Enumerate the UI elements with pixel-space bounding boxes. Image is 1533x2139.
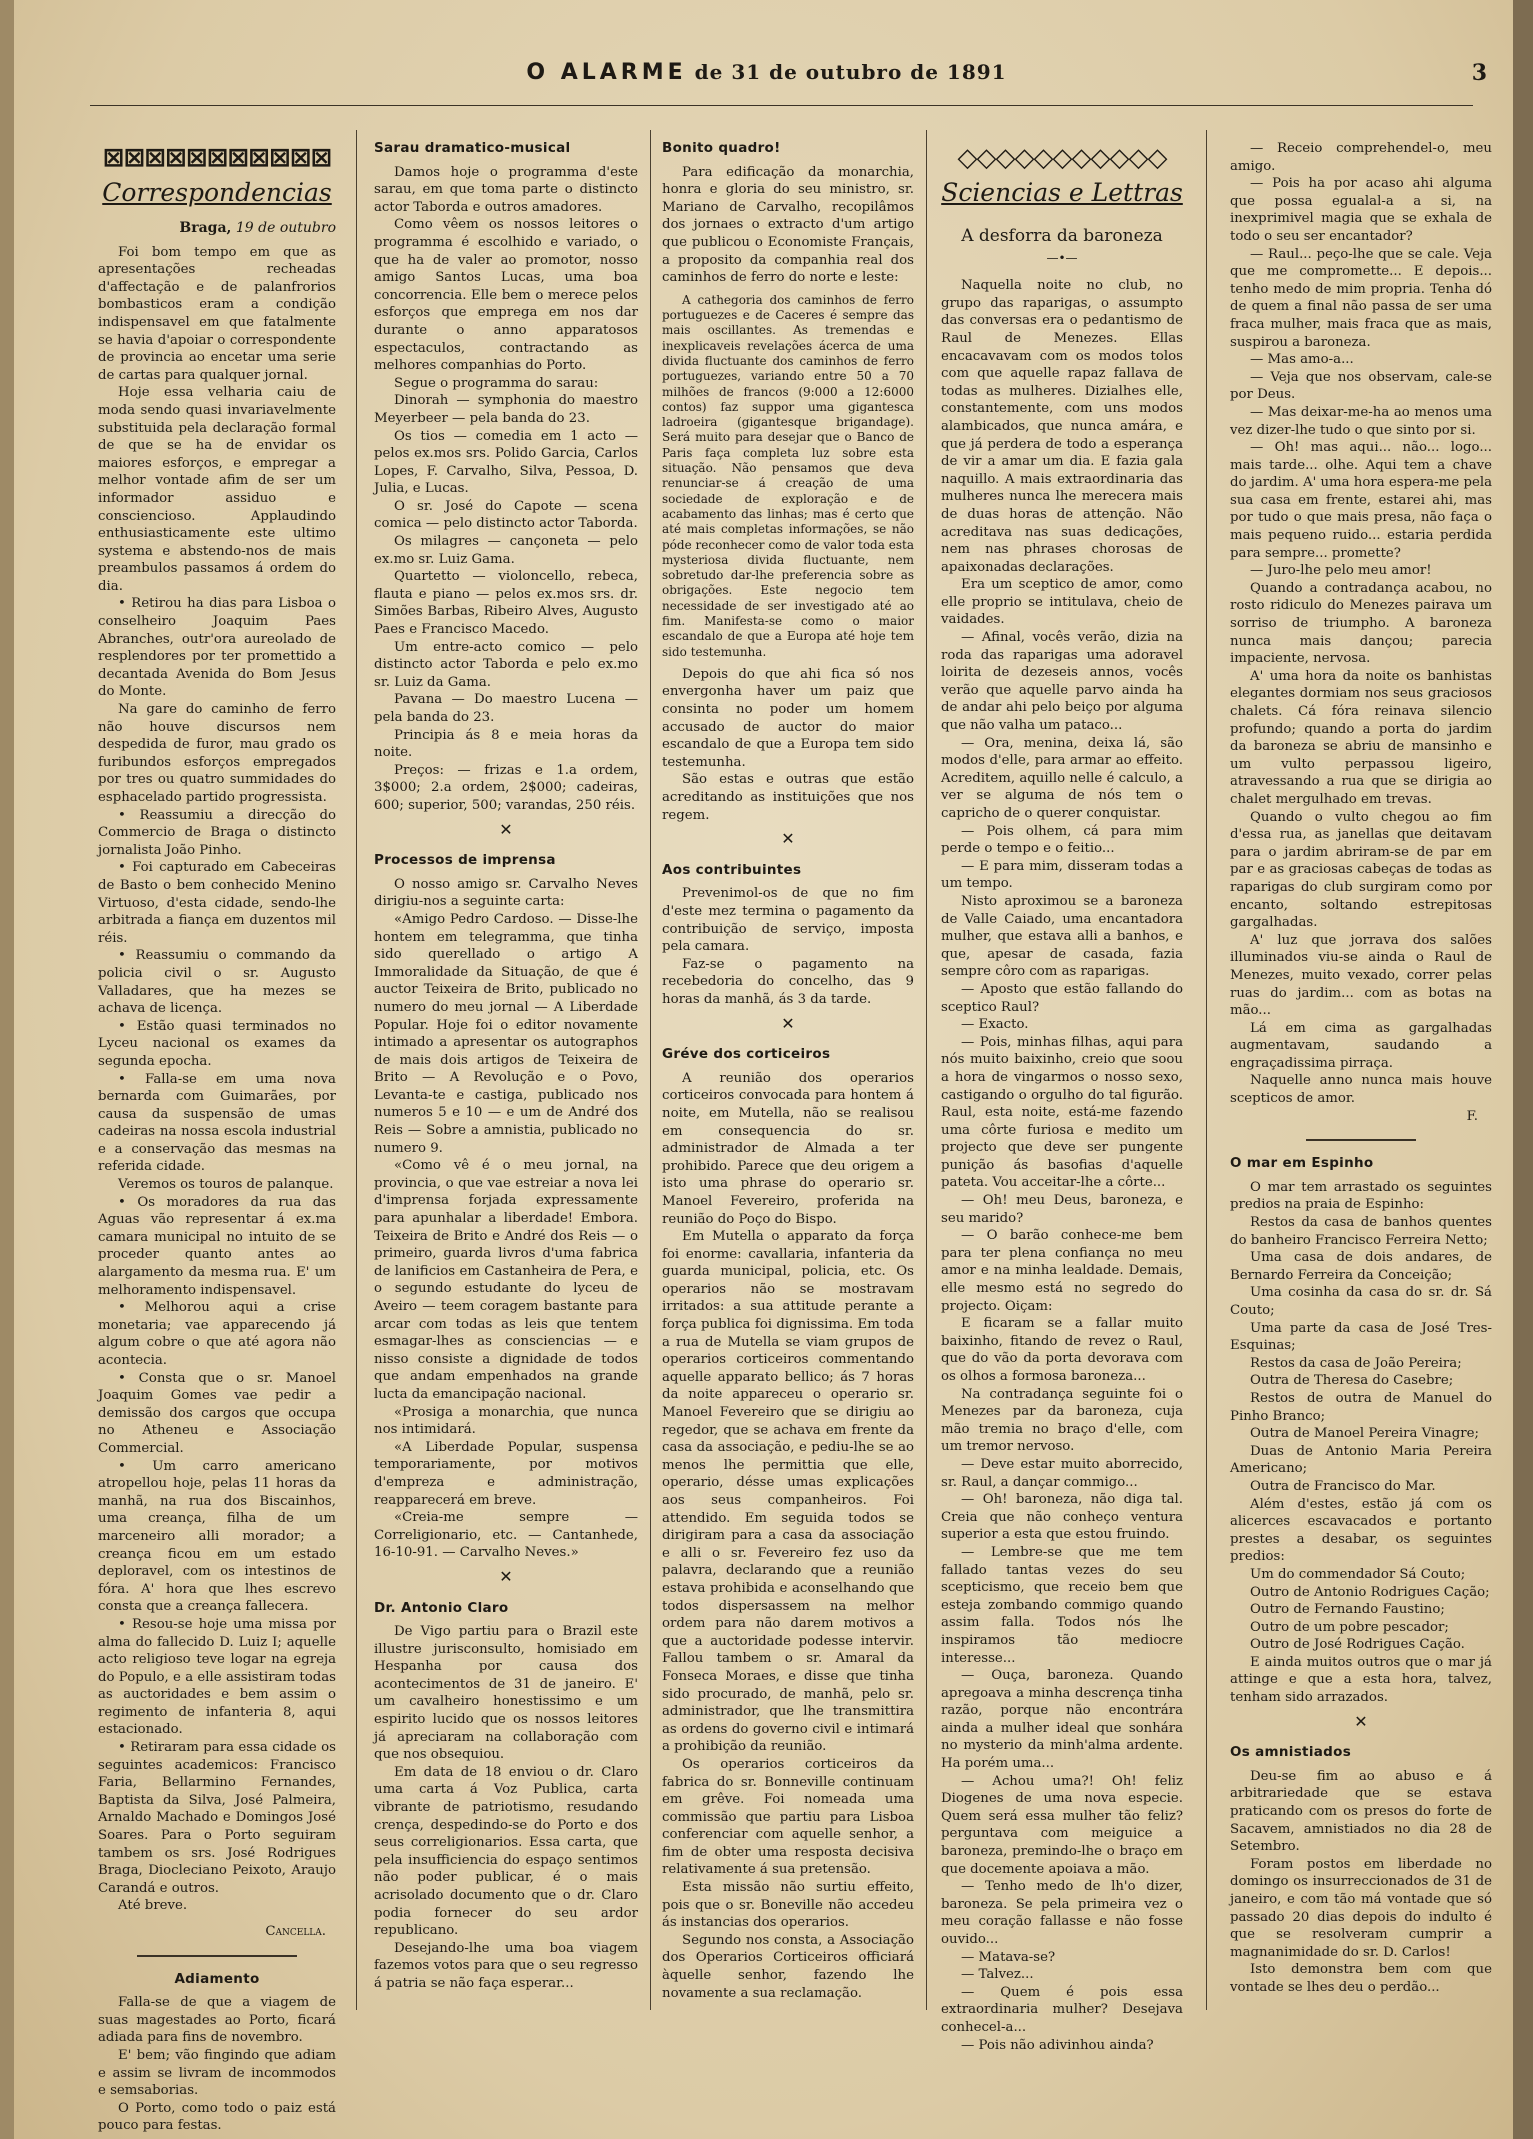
paragraph: Desejando-lhe uma boa viagem fazemos votos para que o seu regresso á patria se não faça esperar... — [374, 1940, 638, 1991]
paragraph: Segue o programma do sarau: — [394, 375, 599, 391]
paragraph: Preços: — frizas e 1.a ordem, 3$000; 2.a ordem, 2$000; cadeiras, 600; superior, 500; varandas, 250 réis. — [374, 762, 638, 813]
section-ornament: ◇◇◇◇◇◇◇◇◇◇◇ — [957, 143, 1167, 173]
paragraph: Além d'estes, estão já com os alicerces escavacados e portanto prestes a desabar, os seguintes predios: — [1230, 1496, 1492, 1565]
section-title: Correspondencias — [102, 178, 332, 207]
paragraph: Naquella noite no club, no grupo das raparigas, o assumpto das conversas era o pedantismo de Raul de Menezes. Ellas encacavavam com os modos tolos com que aquelle rapaz fallava de todas as mulheres. Dizialhes elle, constantemente, com uns modos alambicados, que nunca amára, e que já perdera de todo a esperança de vir a amar um dia. E fazia gala naquillo. A mais extraordinaria das mulheres nunca lhe merecera mais de duas horas de attenção. Não acreditava nas suas dedicações, nem nas phrases chorosas de apaixonadas declarações. — [941, 278, 1183, 575]
article-separator — [137, 1955, 297, 1957]
column-rule — [650, 130, 651, 2010]
column-rule — [356, 130, 357, 2010]
paragraph: Outro de um pobre pescador; — [1250, 1619, 1449, 1635]
paragraph: — Ouça, baroneza. Quando apregoava a minha descrença tinha razão, porque não encontrára ainda a mulher ideal que sonhára no mysterio da minh'alma ardente. Ha porém uma... — [941, 1668, 1183, 1772]
paragraph: Como vêem os nossos leitores o programma é escolhido e variado, o que ha de valer ao promotor, nosso amigo Santos Lucas, uma boa concorrencia. Elle bem o merece pelos esforços que emprega em nos dar durante o anno apparatosos espectaculos, contractando as melhores companhias do Porto. — [374, 217, 638, 374]
article-heading: O mar em Espinho — [1230, 1155, 1374, 1172]
paragraph: — Oh! meu Deus, baroneza, e seu marido? — [941, 1193, 1183, 1226]
paragraph: Em Mutella o apparato da força foi enorme: cavallaria, infanteria da guarda municipal, policia, etc. Os operarios não se mostravam irritados: a sua attitude perante a força publica foi dignissima. Em toda a rua de Mutella se viam grupos de operarios corticeiros commentando aquelle apparato bellico; ás 7 horas da noite appareceu o operario sr. Manoel Fevereiro que se dirigiu ao regedor, que se achava em frente da casa da associação, e pediu-lhe se ao menos lhe permittia que elle, operario, désse umas explicações aos seus companheiros. Foi attendido. Em seguida todos se dirigiram para a casa da associação e alli o sr. Fevereiro fez uso da palavra, declarando que a reunião estava prohibida e aconselhando que todos dispersassem na melhor ordem para não darem motivos a que a auctoridade podesse intervir. Fallou tambem o sr. Amaral da Fonseca Moraes, e disse que tinha sido procurado, de manhã, pelo sr. administrador, que lhe transmittira as ordens do governo civil e intimará a prohibição da reunião. — [662, 1229, 914, 1755]
paragraph: — Mas amo-a... — [1250, 352, 1354, 368]
paragraph: — Ora, menina, deixa lá, são modos d'elle, para armar ao effeito. Acreditem, aquillo nelle é calculo, a ver se alguma de nós tem o capricho de o querer conquistar. — [941, 735, 1183, 821]
paragraph: «Prosiga a monarchia, que nunca nos intimidará. — [374, 1404, 638, 1438]
paragraph: • Reassumiu a direcção do Commercio de Braga o distincto jornalista João Pinho. — [98, 807, 336, 858]
article-body — [1230, 1179, 1492, 1707]
paragraph: Isto demonstra bem com que vontade se lhes deu o perdão... — [1230, 1962, 1492, 1995]
article-separator — [1306, 1139, 1416, 1141]
paragraph: Duas de Antonio Maria Pereira Americano; — [1230, 1443, 1492, 1477]
article-body — [662, 885, 914, 1008]
paragraph: Faz-se o pagamento na recebedoria do concelho, das 9 horas da manhã, ás 3 da tarde. — [662, 956, 914, 1007]
paragraph: A' uma hora da noite os banhistas elegantes dormiam nos seus graciosos chalets. Cá fóra reinava silencio profundo; quando a porta do jardim da baroneza se abriu de mansinho e um vulto perpassou ligeiro, atravessando a rua que se dirigia ao chalet mergulhado em trevas. — [1230, 668, 1492, 807]
paragraph: «Creia-me sempre — Correligionario, etc. — Cantanhede, 16-10-91. — Carvalho Neves.» — [374, 1510, 638, 1561]
header-rule — [90, 105, 1473, 106]
article-heading: Adiamento — [174, 1970, 260, 1987]
page-left-edge — [0, 0, 14, 2139]
article-body — [662, 1070, 914, 2002]
paragraph: Um entre-acto comico — pelo distincto actor Taborda e pelo ex.mo sr. Luiz da Gama. — [374, 639, 638, 690]
paragraph: • Um carro americano atropellou hoje, pelas 11 horas da manhã, na rua dos Biscainhos, uma creança, filha de um marceneiro alli morador; a creança ficou em um estado deploravel, com os intestinos de fóra. A' hora que lhes escrevo consta que a creança fallecera. — [98, 1458, 336, 1615]
paragraph: De Vigo partiu para o Brazil este illustre jurisconsulto, homisiado em Hespanha por causa dos acontecimentos de 31 de janeiro. E' um cavalheiro honestissimo e um espirito lucido que os nossos leitores já apreciaram na collaboração com que nos obsequiou. — [374, 1624, 638, 1763]
page-right-edge — [1513, 0, 1533, 2139]
paragraph: — Quem é pois essa extraordinaria mulher? Desejava conhecel-a... — [941, 1984, 1183, 2035]
paragraph: O mar tem arrastado os seguintes predios na praia de Espinho: — [1230, 1179, 1492, 1213]
paragraph: Foi bom tempo em que as apresentações recheadas d'affectação e de palanfrorios bombasticos eram a condição indispensavel em que fatalmente se havia d'apoiar o correspondente de provincia ao encetar uma serie de cartas para qualquer jornal. — [98, 244, 336, 383]
article-heading: Processos de imprensa — [374, 852, 556, 869]
paragraph: Dinorah — symphonia do maestro Meyerbeer — pela banda do 23. — [374, 393, 638, 426]
paragraph: • Retirou ha dias para Lisboa o conselheiro Joaquim Paes Abranches, outr'ora aureolado de resplendores por ter promettido a decantada Avenida do Bom Jesus do Monte. — [98, 596, 336, 700]
paragraph: — Lembre-se que me tem fallado tantas vezes do seu scepticismo, que receio bem que esteja zombando commigo quando assim falla. Todos nós lhe inspiramos tão mediocre interesse... — [941, 1544, 1183, 1666]
paragraph: A' luz que jorrava dos salões illuminados viu-se ainda o Raul de Menezes, muito vexado, correr pelas ruas do jardim... com as botas na mão... — [1230, 932, 1492, 1019]
paragraph: Outra de Francisco do Mar. — [1250, 1478, 1436, 1494]
paragraph: Foram postos em liberdade no domingo os insurreccionados de 31 de janeiro, e com tão má vontade que só passado 20 dias depois do indulto é que se resolveram cumprir a magnanimidade do sr. D. Carlos! — [1230, 1856, 1492, 1960]
paragraph: • Estão quasi terminados no Lyceu nacional os exames da segunda epocha. — [98, 1018, 336, 1069]
section-title: Sciencias e Lettras — [941, 178, 1183, 207]
paragraph: Esta missão não surtiu effeito, pois que o sr. Boneville não accedeu ás instancias dos operarios. — [662, 1880, 914, 1931]
story-ornament: —•— — [1046, 250, 1078, 265]
article-body — [98, 1994, 336, 2135]
paragraph: E ainda muitos outros que o mar já attinge e que a esta hora, talvez, tenham sido arrazados. — [1230, 1654, 1492, 1706]
paragraph: Restos da casa de João Pereira; — [1250, 1355, 1462, 1371]
paragraph: Restos de outra de Manuel do Pinho Branco; — [1230, 1390, 1492, 1424]
paragraph: • Foi capturado em Cabeceiras de Basto o bem conhecido Menino Virtuoso, d'esta cidade, sendo-lhe arbitrada a fiança em duzentos mil réis. — [98, 860, 336, 946]
paragraph: — Achou uma?! Oh! feliz Diogenes de uma nova especie. Quem será essa mulher tão feliz? perguntava com meiguice a baroneza, premindo-lhe o braço em que docemente apoiava a mão. — [941, 1773, 1183, 1877]
column-rule — [1206, 130, 1207, 2010]
paragraph: • Reassumiu o commando da policia civil o sr. Augusto Valladares, que ha mezes se achava de licença. — [98, 948, 336, 1017]
paragraph: Até breve. — [118, 1898, 188, 1914]
paragraph: • Os moradores da rua das Aguas vão representar á ex.ma camara municipal no intuito de se proceder quanto antes ao alargamento da mesma rua. E' um melhoramento indispensavel. — [98, 1194, 336, 1298]
paragraph: Quartetto — violoncello, rebeca, flauta e piano — pelos ex.mos srs. dr. Simões Barbas, Ribeiro Alves, Augusto Paes e Francisco Macedo. — [374, 569, 638, 638]
page-header — [0, 60, 1533, 85]
paragraph: — Exacto. — [961, 1017, 1029, 1033]
paragraph: Veremos os touros de palanque. — [118, 1177, 334, 1193]
paragraph: Na contradança seguinte foi o Menezes par da baroneza, cuja mão tremia no braço d'elle, com um tremor nervoso. — [941, 1386, 1183, 1455]
paragraph: • Falla-se em uma nova bernarda com Guimarães, por causa da suspensão de umas cadeiras na nossa escola industrial e a conservação das mesmas na referida cidade. — [98, 1071, 336, 1175]
paragraph: Falla-se de que a viagem de suas magestades ao Porto, ficará adiada para fins de novembro. — [98, 1995, 336, 2046]
paragraph: Deu-se fim ao abuso e á arbitrariedade que se estava praticando com os presos do forte de Sacavem, amnistiados no dia 28 de Setembro. — [1230, 1768, 1492, 1855]
paragraph: Prevenimol-os de que no fim d'este mez termina o pagamento da contribuição de serviço, imposta pela camara. — [662, 886, 914, 955]
paragraph: — Oh! baroneza, não diga tal. Creia que não conheço ventura superior a esta que estou fruindo. — [941, 1492, 1183, 1543]
paragraph: — Pois, minhas filhas, aqui para nós muito baixinho, creio que soou a hora de vingarmos o nosso sexo, castigando o orgulho do tal figurão. Raul, esta noite, está-me fazendo uma côrte furiosa e medito um projecto que deve ser pungente punição ás basofias d'aquelle pateta. Vou acceitar-lhe a côrte... — [941, 1034, 1183, 1191]
paragraph: • Melhorou aqui a crise monetaria; vae apparecendo já algum cobre o que até agora não acontecia. — [98, 1300, 336, 1368]
paragraph: — Raul... peço-lhe que se cale. Veja que me compromette... E depois... tenho medo de mim propria. Tenha dó de quem a final não passa de ser uma fraca mulher, mais fraca que as mais, suspirou a baroneza. — [1230, 246, 1492, 350]
paragraph: Os operarios corticeiros da fabrica do sr. Bonneville continuam em grêve. Foi nomeada uma commissão que partiu para Lisboa conferenciar com aquelle senhor, a fim de obter uma resposta decisiva relativamente á sua pretensão. — [662, 1756, 914, 1878]
article-heading: Dr. Antonio Claro — [374, 1599, 509, 1616]
paragraph: Damos hoje o programma d'este sarau, em que toma parte o distincto actor Taborda e outros amadores. — [374, 164, 638, 215]
paragraph: Outra de Manoel Pereira Vinagre; — [1250, 1426, 1479, 1442]
paragraph: — Deve estar muito aborrecido, sr. Raul, a dançar commigo... — [941, 1456, 1183, 1490]
story-signature: F. — [1466, 1108, 1478, 1124]
paragraph: Uma cosinha da casa do sr. dr. Sá Couto; — [1230, 1285, 1492, 1318]
article-body — [662, 666, 914, 824]
paragraph: Lá em cima as gargalhadas augmentavam, saudando a engraçadissima pirraça. — [1230, 1020, 1492, 1071]
paragraph: Outro de José Rodrigues Cação. — [1250, 1637, 1465, 1653]
article-signature: Cancella. — [265, 1924, 326, 1939]
paragraph: Naquelle anno nunca mais houve scepticos de amor. — [1230, 1073, 1492, 1107]
story-body — [1230, 140, 1492, 1108]
section-ornament: ⊠⊠⊠⊠⊠⊠⊠⊠⊠⊠⊠ — [102, 143, 332, 173]
paragraph: Quando o vulto chegou ao fim d'essa rua, as janellas que deitavam para o jardim abriram-se de par em par e as graciosas cabeças de todas as raparigas do club surgiram como por encanto, soltando estrepitosas gargalhadas. — [1230, 809, 1492, 931]
separator-mark: ✕ — [781, 829, 795, 849]
paragraph: «Amigo Pedro Cardoso. — Disse-lhe hontem em telegramma, que tinha sido querellado o artigo A Immoralidade da Situação, de que é auctor Teixeira de Brito, publicado no numero do meu jornal — A Liberdade Popular. Hoje foi o editor novamente intimado a apresentar os autographos de mais dois artigos de Teixeira de Brito — A Revolução e o Povo, Levanta-te e castiga, publicado nos numeros 5 e 10 — e um de André dos Reis — Sobre a amnistia, publicado no numero 9. — [374, 911, 638, 1156]
paragraph: Uma casa de dois andares, de Bernardo Ferreira da Conceição; — [1230, 1250, 1492, 1283]
paragraph: Era um sceptico de amor, como elle proprio se intitulava, cheio de vaidades. — [941, 577, 1183, 628]
paragraph: O sr. José do Capote — scena comica — pelo distincto actor Taborda. — [374, 498, 638, 532]
paragraph: — Pois ha por acaso ahi alguma que possa egualal-a a si, na inexprimivel magia que se exhala de todo o seu ser encantador? — [1230, 176, 1492, 244]
paragraph: — O barão conhece-me bem para ter plena confiança no meu amor e na minha lealdade. Demais, elle mesmo está no segredo do projecto. Oiçam: — [941, 1228, 1183, 1314]
dateline-place: Braga, — [179, 220, 232, 236]
paragraph: «A Liberdade Popular, suspensa temporariamente, por motivos d'empreza e administração, reapparecerá em breve. — [374, 1439, 638, 1508]
paragraph: Outro de Fernando Faustino; — [1250, 1602, 1445, 1618]
article-paragraph: Para edificação da monarchia, honra e gloria do seu ministro, sr. Mariano de Carvalho, recopilâmos dos jornaes o extracto d'um artigo que publicou o Economiste Français, a proposito da companhia real dos caminhos de ferro do norte e leste: — [662, 164, 914, 286]
article-body — [374, 1623, 638, 1992]
paragraph: Uma parte da casa de José Tres-Esquinas; — [1230, 1320, 1492, 1354]
paragraph: São estas e outras que estão acreditando as instituições que nos regem. — [662, 772, 914, 823]
column-4 — [941, 140, 1183, 2053]
paragraph: Restos da casa de banhos quentes do banheiro Francisco Ferreira Netto; — [1230, 1215, 1492, 1248]
paragraph: • Resou-se hoje uma missa por alma do fallecido D. Luiz I; aquelle acto religioso teve logar na egreja do Populo, e a elle assistiram todas as auctoridades e bem assim o regimento de infanteria 8, aqui estacionado. — [98, 1616, 336, 1738]
separator-mark: ✕ — [781, 1013, 795, 1033]
paragraph: — Pois não adivinhou ainda? — [961, 2037, 1154, 2053]
paragraph: Pavana — Do maestro Lucena — pela banda do 23. — [374, 692, 638, 725]
article-heading: Os amnistiados — [1230, 1744, 1352, 1761]
paragraph: — Veja que nos observam, cale-se por Deus. — [1230, 369, 1492, 403]
column-rule — [926, 130, 927, 2010]
article-heading: Aos contribuintes — [662, 861, 802, 878]
article-body — [1230, 1768, 1492, 1997]
paragraph: E' bem; vão fingindo que adiam e assim se livram de incommodos e semsaborias. — [98, 2047, 336, 2099]
quoted-extract: A cathegoria dos caminhos de ferro portuguezes e de Caceres é sempre das mais oscillantes. As tremendas e inexplicaveis revelações ácerca de uma divida fluctuante dos caminhos de ferro portuguezes, variando entre 50 a 70 milhões de francos (9:000 a 12:6000 contos) faz suppor uma gigantesca ladroeira (gigantesque brigandage). Será muito para desejar que o Banco de Paris faça completa luz sobre esta situação. Não pensamos que deva renunciar-se á creação de uma sociedade de exploração e de acabamento das linhas; mas é certo que até mais completas informações, se não póde reconhecer como de valor toda esta mysteriosa divida fluctuante, nem sobretudo dar-lhe preferencia sobre as obrigações. Este negocio tem necessidade de ser investigado até ao fim. Manifesta-se como o maior escandalo de que a Europa até hoje tem sido testemunha. — [662, 292, 914, 659]
paragraph: O Porto, como todo o paiz está pouco para festas. — [98, 2100, 336, 2134]
article-heading: Bonito quadro! — [662, 140, 781, 156]
paragraph: «Como vê é o meu jornal, na provincia, o que vae estreiar a nova lei d'imprensa forjada expressamente para apunhalar a liberdade! Embora. Teixeira de Brito e André dos Reis — o primeiro, guarda livros d'uma fabrica de lanificios em Castanheira de Pera, e o segundo estudante do lyceu de Aveiro — teem coragem bastante para arcar com todas as leis que tentem esmagar-lhes as consciencias — e nisso consiste a dignidade de todos que andam empenhados na grande lucta da emancipação nacional. — [374, 1158, 638, 1402]
story-title: A desforra da baroneza — [961, 226, 1163, 246]
article-heading: Gréve dos corticeiros — [662, 1046, 831, 1063]
article-body — [98, 244, 336, 1915]
paragraph: Os tios — comedia em 1 acto — pelos ex.mos srs. Polido Garcia, Carlos Lopes, F. Carvalho, Silva, Pessoa, D. Julia, e Lucas. — [374, 428, 638, 497]
paragraph: — Talvez... — [961, 1967, 1034, 1983]
dateline-date: 19 de outubro — [235, 220, 336, 236]
paragraph: O nosso amigo sr. Carvalho Neves dirigiu-nos a seguinte carta: — [374, 876, 638, 910]
paragraph: — Matava-se? — [961, 1949, 1056, 1965]
paragraph: — Juro-lhe pelo meu amor! — [1250, 563, 1432, 579]
paragraph: — Pois olhem, cá para mim perde o tempo e o feitio... — [941, 823, 1183, 857]
paragraph: • Retiraram para essa cidade os seguintes academicos: Francisco Faria, Bellarmino Fernandes, Baptista da Silva, José Palmeira, Arnaldo Machado e Domingos José Soares. Para o Porto seguiram tambem os srs. José Rodrigues Braga, Diocleciano Peixoto, Araujo Carandá e outros. — [98, 1740, 336, 1896]
paragraph: A reunião dos operarios corticeiros convocada para hontem á noite, em Mutella, não se realisou em consequencia do sr. administrador de Almada a ter prohibido. Parece que deu origem a isto uma phrase do operario sr. Manoel Fevereiro, proferida na reunião do Poço do Bispo. — [662, 1070, 914, 1227]
paragraph: — Receio comprehendel-o, meu amigo. — [1230, 141, 1492, 174]
column-3 — [662, 140, 914, 2000]
paragraph: Segundo nos consta, a Associação dos Operarios Corticeiros officiará àquelle senhor, fazendo lhe novamente a sua reclamação. — [662, 1932, 914, 2001]
paragraph: E ficaram se a fallar muito baixinho, fitando de revez o Raul, que do vão da porta devorava com os olhos a formosa baroneza... — [941, 1316, 1183, 1384]
paragraph: — Oh! mas aqui... não... logo... mais tarde... olhe. Aqui tem a chave do jardim. A' uma hora espera-me pela sua casa em frente, estarei ahi, mas por tudo o que mais presa, não faça o mais pequeno ruido... estaria perdida para sempre... promette? — [1230, 440, 1492, 561]
column-2 — [374, 140, 638, 2000]
paragraph: — Afinal, vocês verão, dizia na roda das raparigas uma adoravel loirita de dezeseis annos, vocês verão que aquelle parvo ainda ha de andar ahi pelo beiço por alguma que não valha um pataco... — [941, 630, 1183, 734]
paragraph: Um do commendador Sá Couto; — [1250, 1566, 1466, 1582]
story-body — [941, 277, 1183, 2054]
masthead: O ALARME — [526, 60, 687, 85]
paragraph: Na gare do caminho de ferro não houve discursos nem despedida de furor, mau grado os furibundos esforços empregados por tres ou quatro summidades do esphacelado partido progressista. — [98, 702, 336, 805]
article-body — [374, 164, 638, 815]
separator-mark: ✕ — [499, 819, 513, 839]
page-number: 3 — [1471, 60, 1487, 86]
paragraph: — Aposto que estão fallando do sceptico Raul? — [941, 981, 1183, 1015]
paragraph: Outro de Antonio Rodrigues Cação; — [1250, 1584, 1490, 1600]
column-1 — [98, 140, 336, 2134]
separator-mark: ✕ — [499, 1566, 513, 1586]
paragraph: Nisto aproximou se a baroneza de Valle Caiado, uma encantadora mulher, que estava alli a banhos, e que, apesar de casada, fazia sempre côro com as raparigas. — [941, 893, 1183, 980]
article-heading: Sarau dramatico-musical — [374, 140, 571, 156]
paragraph: Depois do que ahi fica só nos envergonha haver um paiz que consinta no poder um homem accusado de auctor do maior escandalo de que a Europa tem sido testemunha. — [662, 666, 914, 770]
paragraph: Outra de Theresa do Casebre; — [1250, 1373, 1454, 1389]
paragraph: — Mas deixar-me-ha ao menos uma vez dizer-lhe tudo o que sinto por si. — [1230, 404, 1492, 438]
paragraph: Quando a contradança acabou, no rosto ridiculo do Menezes pairava um sorriso de triumpho. A baroneza nunca mais dançou; parecia impaciente, nervosa. — [1230, 580, 1492, 667]
paragraph: Em data de 18 enviou o dr. Claro uma carta á Voz Publica, carta vibrante de patriotismo, resudando crença, despedindo-se do Porto e dos seus correligionarios. Essa carta, que pela insufficiencia do espaço sentimos não poder publicar, é o mais acrisolado documento que o dr. Claro podia fornecer do seu ardor republicano. — [374, 1764, 638, 1939]
dateline — [98, 220, 336, 238]
paragraph: Os milagres — cançoneta — pelo ex.mo sr. Luiz Gama. — [374, 534, 638, 567]
paragraph: — E para mim, disseram todas a um tempo. — [941, 858, 1183, 892]
paragraph: — Tenho medo de lh'o dizer, baroneza. Se pela primeira vez o meu coração fallasse e não fosse ouvido... — [941, 1879, 1183, 1947]
paragraph: • Consta que o sr. Manoel Joaquim Gomes vae pedir a demissão dos cargos que occupa no Atheneu e Associação Commercial. — [98, 1370, 336, 1456]
header-date: de 31 de outubro de 1891 — [694, 60, 1007, 84]
paragraph: Principia ás 8 e meia horas da noite. — [374, 727, 638, 761]
separator-mark: ✕ — [1354, 1711, 1368, 1731]
article-body — [374, 876, 638, 1562]
paragraph: Hoje essa velharia caiu de moda sendo quasi invariavelmente substituida pela declaração formal de que se ha de envidar os maiores esforços, e empregar a melhor vontade afim de ser um informador assiduo e consciencioso. Applaudindo enthusiasticamente este ultimo systema e abstendo-nos de mais preambulos passamos á ordem do dia. — [98, 385, 336, 594]
column-5 — [1230, 140, 1492, 2000]
